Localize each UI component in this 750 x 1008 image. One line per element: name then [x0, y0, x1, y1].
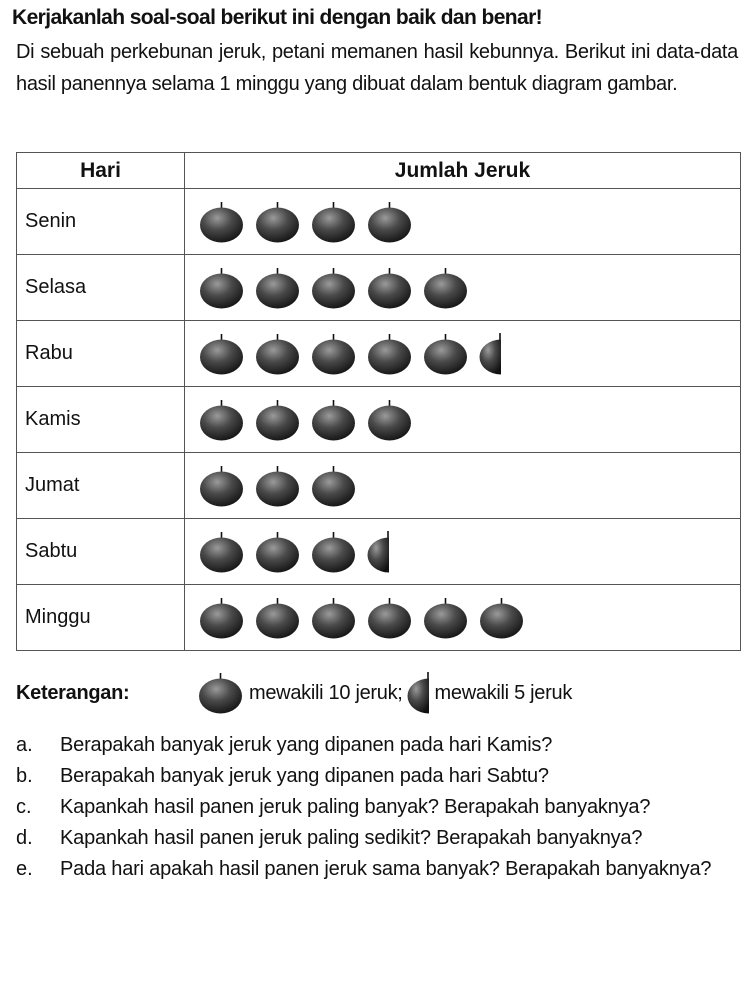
orange-icon — [255, 399, 300, 441]
question-letter: b. — [16, 765, 33, 787]
orange-icon — [255, 597, 300, 639]
orange-icon — [198, 672, 243, 714]
orange-icon — [311, 201, 356, 243]
question-item — [16, 823, 740, 854]
question-item — [16, 761, 740, 792]
orange-icon — [311, 597, 356, 639]
orange-icon — [199, 597, 244, 639]
table-row — [17, 321, 741, 387]
orange-icon — [423, 597, 468, 639]
table-row — [17, 453, 741, 519]
orange-icon — [199, 531, 244, 573]
orange-icon — [311, 399, 356, 441]
question-item — [16, 792, 740, 823]
header-count: Jumlah Jeruk — [185, 153, 741, 189]
half-orange-icon — [479, 333, 501, 375]
table-row — [17, 585, 741, 651]
question-item — [16, 854, 740, 885]
count-cell — [185, 519, 741, 585]
count-cell — [185, 453, 741, 519]
legend — [16, 672, 576, 714]
question-letter: d. — [16, 827, 33, 849]
orange-icon — [255, 465, 300, 507]
count-cell — [185, 255, 741, 321]
question-letter: e. — [16, 858, 33, 880]
orange-icon — [311, 267, 356, 309]
day-cell: Senin — [17, 189, 185, 255]
orange-icon — [367, 201, 412, 243]
question-text: Berapakah banyak jeruk yang dipanen pada hari Sabtu? — [60, 765, 549, 787]
orange-icon — [311, 531, 356, 573]
half-orange-icon — [407, 672, 429, 714]
orange-icon — [367, 597, 412, 639]
day-cell: Rabu — [17, 321, 185, 387]
pictogram-table — [16, 152, 741, 651]
legend-full-text: mewakili 10 jeruk; — [249, 681, 403, 704]
orange-icon — [479, 597, 524, 639]
question-text: Berapakah banyak jeruk yang dipanen pada hari Kamis? — [60, 734, 553, 756]
orange-icon — [311, 333, 356, 375]
orange-icon — [199, 399, 244, 441]
day-cell: Jumat — [17, 453, 185, 519]
legend-half-text: mewakili 5 jeruk — [434, 681, 573, 704]
instruction-title: Kerjakanlah soal-soal berikut ini dengan baik dan benar! — [12, 6, 543, 29]
table-header-row — [17, 153, 741, 189]
orange-icon — [255, 333, 300, 375]
half-orange-icon — [367, 531, 389, 573]
table-row — [17, 387, 741, 453]
question-letter: c. — [16, 796, 32, 818]
day-cell: Kamis — [17, 387, 185, 453]
question-item — [16, 730, 740, 761]
day-cell: Selasa — [17, 255, 185, 321]
count-cell — [185, 321, 741, 387]
table-row — [17, 255, 741, 321]
orange-icon — [199, 333, 244, 375]
question-text: Kapankah hasil panen jeruk paling banyak? Berapakah banyaknya? — [60, 796, 651, 818]
count-cell — [185, 189, 741, 255]
count-cell — [185, 585, 741, 651]
intro-paragraph: Di sebuah perkebunan jeruk, petani memanen hasil kebunnya. Berikut ini data-data hasil panennya selama 1 minggu yang dibuat dalam bentuk diagram gambar. — [16, 41, 738, 95]
day-cell: Sabtu — [17, 519, 185, 585]
question-text: Kapankah hasil panen jeruk paling sedikit? Berapakah banyaknya? — [60, 827, 643, 849]
count-cell — [185, 387, 741, 453]
table-row — [17, 189, 741, 255]
orange-icon — [199, 465, 244, 507]
orange-icon — [367, 399, 412, 441]
orange-icon — [255, 201, 300, 243]
orange-icon — [255, 267, 300, 309]
orange-icon — [311, 465, 356, 507]
orange-icon — [199, 267, 244, 309]
question-list — [16, 730, 740, 885]
table-row — [17, 519, 741, 585]
orange-icon — [367, 267, 412, 309]
orange-icon — [367, 333, 412, 375]
question-text: Pada hari apakah hasil panen jeruk sama banyak? Berapakah banyaknya? — [60, 858, 712, 880]
question-letter: a. — [16, 734, 33, 756]
header-day: Hari — [17, 153, 185, 189]
legend-label: Keterangan: — [16, 681, 130, 704]
day-cell: Minggu — [17, 585, 185, 651]
orange-icon — [423, 267, 468, 309]
orange-icon — [199, 201, 244, 243]
orange-icon — [255, 531, 300, 573]
orange-icon — [423, 333, 468, 375]
